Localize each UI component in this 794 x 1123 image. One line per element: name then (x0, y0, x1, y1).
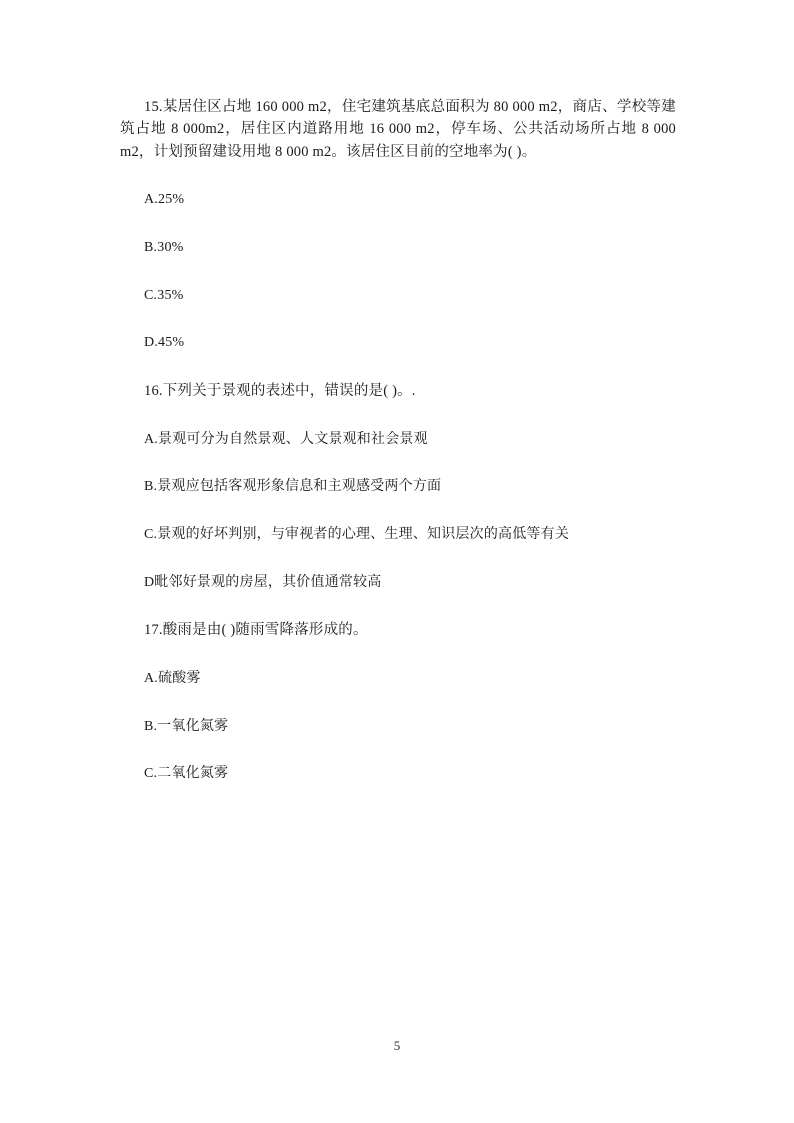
question-option: B.景观应包括客观形象信息和主观感受两个方面 (144, 479, 442, 495)
question-option: C.二氧化氮雾 (144, 766, 229, 782)
question-15 (120, 96, 676, 354)
question-16 (120, 380, 676, 593)
question-option: C.35% (144, 287, 184, 303)
question-17 (120, 619, 676, 785)
question-option: A.硫酸雾 (144, 670, 201, 686)
question-option: B.一氧化氮雾 (144, 718, 229, 734)
question-option: D.45% (144, 335, 185, 351)
question-option: C.景观的好坏判别，与审视者的心理、生理、知识层次的高低等有关 (144, 527, 570, 542)
question-stem: 15.某居住区占地 160 000 m2，住宅建筑基底总面积为 80 000 m2，商店、学校等建筑占地 8 000m2，居住区内道路用地 16 000 m2，停车场、公共活动场所占地 8 000 m2，计划预留建设用地 8 000 m2。该居住区目前的空地率为( )。 (120, 99, 676, 160)
question-stem: 17.酸雨是由( )随雨雪降落形成的。 (144, 622, 368, 639)
page-number: 5 (393, 1038, 401, 1053)
question-option: B.30% (144, 240, 184, 256)
question-option: A.25% (144, 192, 185, 208)
question-stem: 16.下列关于景观的表述中，错误的是( )。. (144, 383, 416, 400)
question-option: D毗邻好景观的房屋，其价值通常较高 (144, 574, 382, 590)
page-content (120, 96, 676, 811)
question-option: A.景观可分为自然景观、人文景观和社会景观 (144, 431, 428, 447)
